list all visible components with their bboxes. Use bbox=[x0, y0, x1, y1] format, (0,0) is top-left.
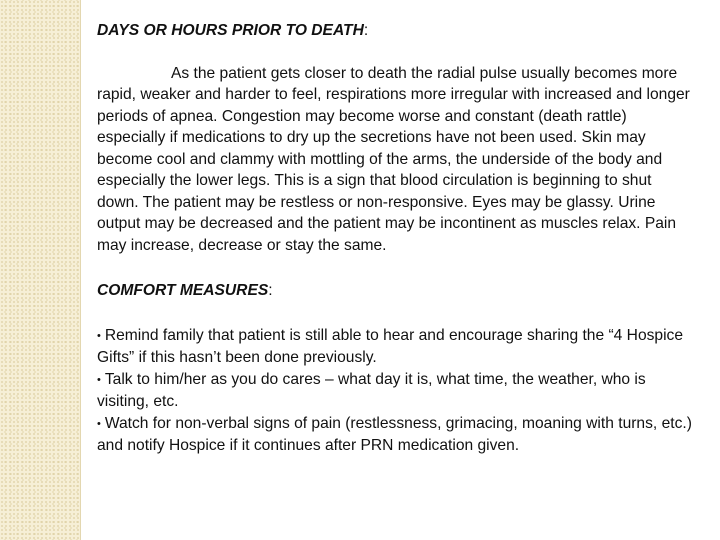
comfort-measures-list bbox=[97, 325, 697, 457]
list-item bbox=[97, 325, 697, 369]
section-heading-days-prior bbox=[97, 20, 697, 42]
list-item-text: Watch for non-verbal signs of pain (restlessness, grimacing, moaning with turns, etc.) and notify Hospice if it continues after PRN medication given. bbox=[97, 414, 692, 454]
list-item-text: Remind family that patient is still able to hear and encourage sharing the “4 Hospice Gifts” if this hasn’t been done previously. bbox=[97, 326, 684, 366]
section-heading-text: COMFORT MEASURES bbox=[97, 282, 269, 299]
document-body bbox=[97, 20, 697, 457]
strip-divider bbox=[80, 0, 81, 540]
list-item bbox=[97, 369, 697, 413]
bullet-icon: • bbox=[97, 329, 101, 342]
list-item bbox=[97, 413, 697, 457]
bullet-icon: • bbox=[97, 373, 101, 386]
section-heading-text: DAYS OR HOURS PRIOR TO DEATH bbox=[97, 22, 364, 39]
section-days-prior bbox=[97, 63, 697, 257]
section-heading-colon: : bbox=[363, 22, 369, 39]
section-heading-comfort bbox=[97, 280, 697, 302]
paragraph-symptoms: As the patient gets closer to death the radial pulse usually becomes more rapid, weaker and harder to feel, respirations more irregular with increased and longer periods of apnea. Congestion may become worse and constant (death rattle) especially if medications to dry up the secretions have not been used. Skin may become cool and clammy with mottling of the arms, the underside of the body and especially the lower legs. This is a sign that blood circulation is beginning to shut down. The patient may be restless or non-responsive. Eyes may be glassy. Urine output may be decreased and the patient may be incontinent as muscles relax. Pain may increase, decrease or stay the same. bbox=[97, 64, 690, 254]
section-heading-colon: : bbox=[268, 282, 273, 299]
decorative-side-strip bbox=[0, 0, 80, 540]
list-item-text: Talk to him/her as you do cares – what day it is, what time, the weather, who is visiting, etc. bbox=[97, 370, 646, 410]
bullet-icon: • bbox=[97, 417, 101, 430]
